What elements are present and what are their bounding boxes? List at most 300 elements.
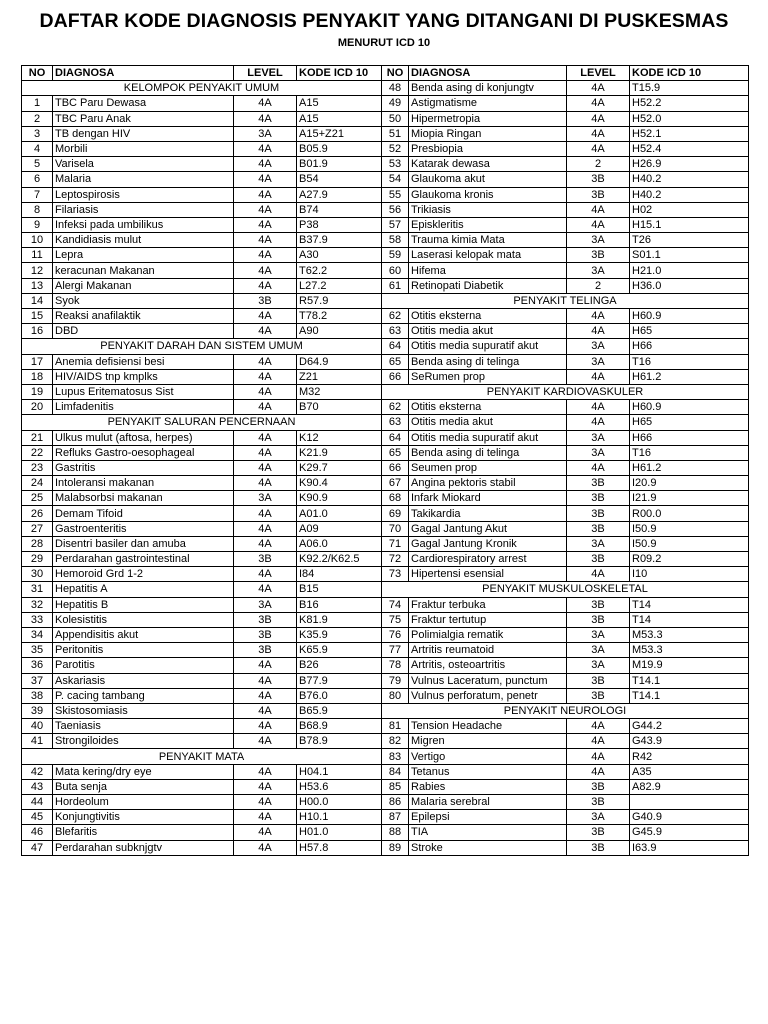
row-number: 44 [22, 795, 53, 810]
diagnosis-name: Cardiorespiratory arrest [409, 552, 567, 567]
diagnosis-name: Gastritis [53, 460, 234, 475]
icd10-code: A06.0 [297, 536, 382, 551]
icd10-code: K81.9 [297, 612, 382, 627]
diagnosis-name: Otitis eksterna [409, 309, 567, 324]
icd10-code: H61.2 [630, 460, 749, 475]
diagnosis-name: Artritis reumatoid [409, 643, 567, 658]
competency-level: 3A [567, 810, 630, 825]
icd10-code: R09.2 [630, 552, 749, 567]
competency-level: 4A [567, 111, 630, 126]
table-row [22, 324, 749, 339]
icd10-code: T14 [630, 612, 749, 627]
row-number: 62 [382, 309, 409, 324]
group-header: PENYAKIT DARAH DAN SISTEM UMUM [22, 339, 382, 354]
diagnosis-name: Filariasis [53, 202, 234, 217]
table-row [22, 141, 749, 156]
row-number: 68 [382, 491, 409, 506]
row-number: 15 [22, 309, 53, 324]
table-row [22, 612, 749, 627]
diagnosis-name: Artritis, osteoartritis [409, 658, 567, 673]
table-row [22, 476, 749, 491]
diagnosis-name: Disentri basiler dan amuba [53, 536, 234, 551]
diagnosis-name: Otitis media supuratif akut [409, 430, 567, 445]
competency-level: 4A [567, 460, 630, 475]
diagnosis-name: Vertigo [409, 749, 567, 764]
diagnosis-name: Skistosomiasis [53, 703, 234, 718]
diagnosis-name: SeRumen prop [409, 369, 567, 384]
icd10-code: G44.2 [630, 719, 749, 734]
diagnosis-name: Kandidiasis mulut [53, 233, 234, 248]
icd10-code: K29.7 [297, 460, 382, 475]
row-number: 66 [382, 460, 409, 475]
page-subtitle: MENURUT ICD 10 [337, 37, 431, 49]
header-level: LEVEL [567, 66, 630, 81]
competency-level: 4A [234, 795, 297, 810]
diagnosis-name: Hepatitis A [53, 582, 234, 597]
row-number: 66 [382, 369, 409, 384]
diagnosis-name: Appendisitis akut [53, 627, 234, 642]
row-number: 3 [22, 126, 53, 141]
row-number: 70 [382, 521, 409, 536]
row-number: 24 [22, 476, 53, 491]
competency-level: 3B [567, 476, 630, 491]
table-row [22, 187, 749, 202]
table-row [22, 627, 749, 642]
icd10-code: A15 [297, 96, 382, 111]
group-header: KELOMPOK PENYAKIT UMUM [22, 81, 382, 96]
competency-level: 4A [567, 734, 630, 749]
competency-level: 4A [234, 248, 297, 263]
row-number: 22 [22, 445, 53, 460]
table-row [22, 749, 749, 764]
competency-level: 3A [234, 597, 297, 612]
diagnosis-name: Fraktur tertutup [409, 612, 567, 627]
competency-level: 3A [567, 643, 630, 658]
row-number: 6 [22, 172, 53, 187]
row-number: 49 [382, 96, 409, 111]
competency-level: 3A [567, 233, 630, 248]
table-row [22, 384, 749, 399]
icd10-code: B68.9 [297, 719, 382, 734]
competency-level: 4A [234, 521, 297, 536]
competency-level: 4A [234, 734, 297, 749]
icd10-code: B01.9 [297, 157, 382, 172]
table-row [22, 779, 749, 794]
competency-level: 4A [234, 324, 297, 339]
diagnosis-name: HIV/AIDS tnp kmplks [53, 369, 234, 384]
row-number: 29 [22, 552, 53, 567]
competency-level: 3B [567, 612, 630, 627]
row-number: 12 [22, 263, 53, 278]
diagnosis-name: Hipermetropia [409, 111, 567, 126]
competency-level: 3A [567, 339, 630, 354]
competency-level: 4A [234, 187, 297, 202]
icd10-code: H52.0 [630, 111, 749, 126]
diagnosis-name: Strongiloides [53, 734, 234, 749]
icd10-code: A01.0 [297, 506, 382, 521]
competency-level: 4A [567, 81, 630, 96]
row-number: 80 [382, 688, 409, 703]
diagnosis-name: Hemoroid Grd 1-2 [53, 567, 234, 582]
icd10-code: B26 [297, 658, 382, 673]
diagnosis-name: Lepra [53, 248, 234, 263]
row-number: 65 [382, 354, 409, 369]
icd10-code: T16 [630, 445, 749, 460]
icd10-code: H04.1 [297, 764, 382, 779]
diagnosis-name: Astigmatisme [409, 96, 567, 111]
competency-level: 3B [567, 795, 630, 810]
competency-level: 3B [567, 521, 630, 536]
diagnosis-name: Angina pektoris stabil [409, 476, 567, 491]
icd10-code: A09 [297, 521, 382, 536]
row-number: 71 [382, 536, 409, 551]
icd10-code: K90.9 [297, 491, 382, 506]
table-row [22, 643, 749, 658]
competency-level: 4A [567, 126, 630, 141]
icd10-code: B54 [297, 172, 382, 187]
diagnosis-name: Alergi Makanan [53, 278, 234, 293]
row-number: 48 [382, 81, 409, 96]
competency-level: 4A [567, 309, 630, 324]
row-number: 19 [22, 384, 53, 399]
competency-level: 4A [234, 825, 297, 840]
table-row [22, 126, 749, 141]
icd10-code: H01.0 [297, 825, 382, 840]
diagnosis-name: Leptospirosis [53, 187, 234, 202]
competency-level: 3B [567, 840, 630, 855]
row-number: 58 [382, 233, 409, 248]
row-number: 57 [382, 217, 409, 232]
icd10-code: B05.9 [297, 141, 382, 156]
row-number: 60 [382, 263, 409, 278]
table-row [22, 354, 749, 369]
competency-level: 3B [567, 673, 630, 688]
diagnosis-name: Lupus Eritematosus Sist [53, 384, 234, 399]
table-row [22, 217, 749, 232]
icd10-code: T78.2 [297, 309, 382, 324]
row-number: 26 [22, 506, 53, 521]
competency-level: 3B [567, 491, 630, 506]
row-number: 65 [382, 445, 409, 460]
row-number: 54 [382, 172, 409, 187]
icd10-code: M32 [297, 384, 382, 399]
competency-level: 4A [234, 567, 297, 582]
row-number: 84 [382, 764, 409, 779]
diagnosis-name: Peritonitis [53, 643, 234, 658]
row-number: 42 [22, 764, 53, 779]
page-title: DAFTAR KODE DIAGNOSIS PENYAKIT YANG DITANGANI DI PUSKESMAS [39, 10, 729, 32]
row-number: 7 [22, 187, 53, 202]
icd10-code: P38 [297, 217, 382, 232]
table-row [22, 506, 749, 521]
icd10-code: A90 [297, 324, 382, 339]
row-number: 46 [22, 825, 53, 840]
row-number: 72 [382, 552, 409, 567]
diagnosis-name: Ulkus mulut (aftosa, herpes) [53, 430, 234, 445]
row-number: 50 [382, 111, 409, 126]
icd10-code: A35 [630, 764, 749, 779]
competency-level: 2 [567, 157, 630, 172]
row-number: 89 [382, 840, 409, 855]
competency-level: 3B [234, 552, 297, 567]
row-number: 40 [22, 719, 53, 734]
icd10-code: B37.9 [297, 233, 382, 248]
diagnosis-name: Epilepsi [409, 810, 567, 825]
table-row [22, 369, 749, 384]
table-row [22, 703, 749, 718]
table-row [22, 552, 749, 567]
table-row [22, 248, 749, 263]
diagnosis-name: Hepatitis B [53, 597, 234, 612]
competency-level: 4A [567, 96, 630, 111]
diagnosis-name: Demam Tifoid [53, 506, 234, 521]
row-number: 45 [22, 810, 53, 825]
diagnosis-name: Infeksi pada umbilikus [53, 217, 234, 232]
competency-level: 3B [567, 248, 630, 263]
group-header: PENYAKIT SALURAN PENCERNAAN [22, 415, 382, 430]
competency-level: 3A [234, 126, 297, 141]
competency-level: 4A [234, 445, 297, 460]
icd10-code: H21.0 [630, 263, 749, 278]
icd10-code: H53.6 [297, 779, 382, 794]
icd10-code: H52.4 [630, 141, 749, 156]
row-number: 69 [382, 506, 409, 521]
competency-level: 2 [567, 278, 630, 293]
competency-level: 4A [234, 400, 297, 415]
row-number: 51 [382, 126, 409, 141]
row-number: 41 [22, 734, 53, 749]
row-number: 47 [22, 840, 53, 855]
table-row [22, 840, 749, 855]
diagnosis-name: Otitis media akut [409, 324, 567, 339]
icd10-code: I50.9 [630, 521, 749, 536]
group-header: PENYAKIT NEUROLOGI [382, 703, 749, 718]
table-row [22, 430, 749, 445]
diagnosis-name: Trauma kimia Mata [409, 233, 567, 248]
competency-level: 4A [234, 430, 297, 445]
competency-level: 3B [567, 688, 630, 703]
table-row [22, 81, 749, 96]
diagnosis-name: Perdarahan gastrointestinal [53, 552, 234, 567]
row-number: 79 [382, 673, 409, 688]
competency-level: 3A [567, 354, 630, 369]
table-row [22, 491, 749, 506]
competency-level: 4A [234, 157, 297, 172]
icd10-code: K65.9 [297, 643, 382, 658]
icd10-code: H15.1 [630, 217, 749, 232]
diagnosis-name: DBD [53, 324, 234, 339]
icd10-code: A15+Z21 [297, 126, 382, 141]
competency-level: 4A [234, 96, 297, 111]
diagnosis-name: Fraktur terbuka [409, 597, 567, 612]
row-number: 35 [22, 643, 53, 658]
table-row [22, 202, 749, 217]
diagnosis-table [21, 65, 749, 856]
row-number: 64 [382, 430, 409, 445]
row-number: 81 [382, 719, 409, 734]
table-row [22, 764, 749, 779]
diagnosis-name: Vulnus perforatum, penetr [409, 688, 567, 703]
icd10-code: B76.0 [297, 688, 382, 703]
icd10-code: B65.9 [297, 703, 382, 718]
diagnosis-name: Blefaritis [53, 825, 234, 840]
row-number: 39 [22, 703, 53, 718]
row-number: 9 [22, 217, 53, 232]
row-number: 14 [22, 293, 53, 308]
table-row [22, 597, 749, 612]
table-row [22, 673, 749, 688]
icd10-code: H60.9 [630, 400, 749, 415]
competency-level: 4A [234, 688, 297, 703]
icd10-code: T62.2 [297, 263, 382, 278]
diagnosis-name: Mata kering/dry eye [53, 764, 234, 779]
icd10-code: H10.1 [297, 810, 382, 825]
row-number: 2 [22, 111, 53, 126]
competency-level: 4A [567, 369, 630, 384]
competency-level: 4A [234, 703, 297, 718]
diagnosis-name: Hifema [409, 263, 567, 278]
competency-level: 3B [567, 552, 630, 567]
row-number: 77 [382, 643, 409, 658]
competency-level: 4A [567, 749, 630, 764]
icd10-code: B74 [297, 202, 382, 217]
icd10-code: H65 [630, 415, 749, 430]
competency-level: 4A [234, 764, 297, 779]
diagnosis-name: Polimialgia rematik [409, 627, 567, 642]
competency-level: 4A [234, 460, 297, 475]
competency-level: 4A [234, 384, 297, 399]
diagnosis-name: Otitis media akut [409, 415, 567, 430]
competency-level: 4A [234, 779, 297, 794]
row-number: 62 [382, 400, 409, 415]
competency-level: 3A [234, 491, 297, 506]
icd10-code: T15.9 [630, 81, 749, 96]
diagnosis-name: Limfadenitis [53, 400, 234, 415]
icd10-code: H60.9 [630, 309, 749, 324]
competency-level: 3A [567, 445, 630, 460]
diagnosis-name: Morbili [53, 141, 234, 156]
diagnosis-name: Hipertensi esensial [409, 567, 567, 582]
row-number: 8 [22, 202, 53, 217]
competency-level: 4A [234, 719, 297, 734]
icd10-code: G40.9 [630, 810, 749, 825]
competency-level: 4A [234, 810, 297, 825]
row-number: 87 [382, 810, 409, 825]
table-row [22, 278, 749, 293]
table-row [22, 445, 749, 460]
competency-level: 3B [567, 825, 630, 840]
icd10-code: I21.9 [630, 491, 749, 506]
table-row [22, 293, 749, 308]
icd10-code: R00.0 [630, 506, 749, 521]
competency-level: 4A [567, 719, 630, 734]
table-row [22, 157, 749, 172]
icd10-code: H57.8 [297, 840, 382, 855]
icd10-code: H26.9 [630, 157, 749, 172]
diagnosis-name: Hordeolum [53, 795, 234, 810]
competency-level: 4A [567, 400, 630, 415]
table-row [22, 567, 749, 582]
header-diagnosa: DIAGNOSA [53, 66, 234, 81]
icd10-code: D64.9 [297, 354, 382, 369]
icd10-code: T14 [630, 597, 749, 612]
diagnosis-name: Gastroenteritis [53, 521, 234, 536]
competency-level: 4A [234, 673, 297, 688]
table-row [22, 810, 749, 825]
diagnosis-name: Vulnus Laceratum, punctum [409, 673, 567, 688]
row-number: 33 [22, 612, 53, 627]
icd10-code: K21.9 [297, 445, 382, 460]
table-row [22, 415, 749, 430]
diagnosis-name: TBC Paru Dewasa [53, 96, 234, 111]
row-number: 23 [22, 460, 53, 475]
row-number: 78 [382, 658, 409, 673]
icd10-code: B70 [297, 400, 382, 415]
diagnosis-name: TB dengan HIV [53, 126, 234, 141]
competency-level: 4A [567, 141, 630, 156]
diagnosis-name: Refluks Gastro-oesophageal [53, 445, 234, 460]
icd10-code: K35.9 [297, 627, 382, 642]
competency-level: 4A [234, 263, 297, 278]
header-kode: KODE ICD 10 [630, 66, 749, 81]
diagnosis-name: Seumen prop [409, 460, 567, 475]
row-number: 52 [382, 141, 409, 156]
diagnosis-name: Tension Headache [409, 719, 567, 734]
row-number: 82 [382, 734, 409, 749]
row-number: 28 [22, 536, 53, 551]
competency-level: 3A [567, 263, 630, 278]
diagnosis-name: Askariasis [53, 673, 234, 688]
diagnosis-name: TIA [409, 825, 567, 840]
row-number: 5 [22, 157, 53, 172]
icd10-code: A15 [297, 111, 382, 126]
row-number: 63 [382, 415, 409, 430]
row-number: 4 [22, 141, 53, 156]
diagnosis-name: Perdarahan subknjgtv [53, 840, 234, 855]
diagnosis-name: Miopia Ringan [409, 126, 567, 141]
row-number: 55 [382, 187, 409, 202]
competency-level: 3A [567, 658, 630, 673]
diagnosis-name: Episkleritis [409, 217, 567, 232]
competency-level: 4A [567, 217, 630, 232]
icd10-code: K12 [297, 430, 382, 445]
table-row [22, 96, 749, 111]
diagnosis-name: Syok [53, 293, 234, 308]
diagnosis-name: P. cacing tambang [53, 688, 234, 703]
diagnosis-name: Kolesistitis [53, 612, 234, 627]
row-number: 76 [382, 627, 409, 642]
diagnosis-name: Rabies [409, 779, 567, 794]
diagnosis-name: TBC Paru Anak [53, 111, 234, 126]
icd10-code: B16 [297, 597, 382, 612]
competency-level: 4A [234, 233, 297, 248]
competency-level: 4A [567, 324, 630, 339]
diagnosis-name: Varisela [53, 157, 234, 172]
competency-level: 4A [234, 278, 297, 293]
row-number: 59 [382, 248, 409, 263]
group-header: PENYAKIT MATA [22, 749, 382, 764]
diagnosis-name: Intoleransi makanan [53, 476, 234, 491]
competency-level: 4A [234, 354, 297, 369]
icd10-code: K90.4 [297, 476, 382, 491]
diagnosis-name: keracunan Makanan [53, 263, 234, 278]
competency-level: 4A [567, 415, 630, 430]
diagnosis-name: Gagal Jantung Kronik [409, 536, 567, 551]
icd10-code: R42 [630, 749, 749, 764]
table-row [22, 111, 749, 126]
table-row [22, 233, 749, 248]
row-number: 32 [22, 597, 53, 612]
